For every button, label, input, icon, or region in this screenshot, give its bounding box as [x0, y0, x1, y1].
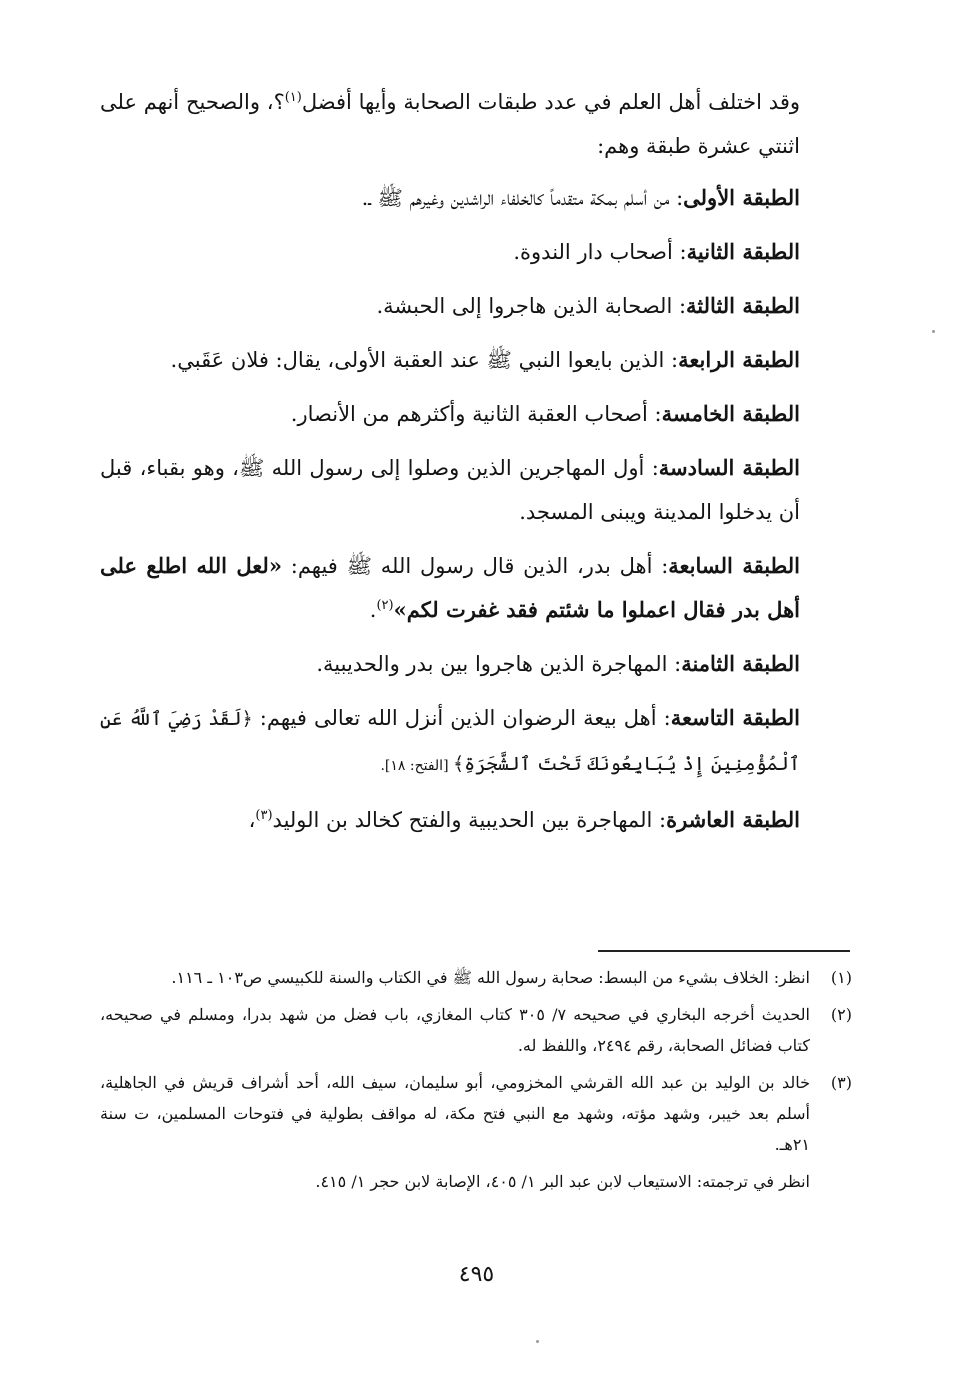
tier-3-text: : الصحابة الذين هاجروا إلى الحبشة.: [376, 294, 687, 318]
tier-7-text: : أهل بدر، الذين قال رسول الله ﷺ فيهم:: [281, 554, 669, 578]
footnote-text: خالد بن الوليد بن عبد الله القرشي المخزومي، أبو سليمان، سيف الله، أحد أشراف قريش في الجاهلية، أسلم بعد خيبر، وشهد مؤته، وشهد مع النبي فتح مكة، له مواقف بطولية في فتوحات المسلمين، ت سنة ٢١هـ.: [100, 1073, 810, 1154]
tier-10-label: الطبقة العاشرة: [666, 807, 800, 832]
footnote-3-continuation: انظر في ترجمته: الاستيعاب لابن عبد البر ١/ ٤٠٥، الإصابة لابن حجر ١/ ٤١٥.: [315, 1172, 810, 1191]
footnotes: [100, 962, 852, 1197]
tier-8-text: : المهاجرة الذين هاجروا بين بدر والحديبية.: [316, 652, 682, 676]
tier-6-paragraph: [100, 446, 800, 534]
footnote-ref-1[interactable]: (١): [284, 90, 302, 105]
tier-4-text: : الذين بايعوا النبي ﷺ عند العقبة الأولى، يقال: فلان عَقَبي.: [170, 348, 679, 372]
tier-1-paragraph: [100, 176, 800, 220]
tier-5-paragraph: [100, 392, 800, 436]
footnote-divider: [598, 950, 850, 952]
tier-8-label: الطبقة الثامنة: [681, 651, 800, 676]
tier-7-paragraph: [100, 544, 800, 632]
footnote-text: الحديث أخرجه البخاري في صحيحه ٧/ ٣٠٥ كتاب المغازي، باب فضل من شهد بدرا، ومسلم في صحيحه، كتاب فضائل الصحابة، رقم ٢٤٩٤، واللفظ له.: [100, 1005, 810, 1055]
tier-9-text: : أهل بيعة الرضوان الذين أنزل الله تعالى فيهم:: [252, 706, 671, 730]
tier-5-label: الطبقة الخامسة: [661, 401, 800, 426]
intro-text-end: ؟، والصحيح أنهم على اثنتي عشرة طبقة وهم:: [100, 90, 800, 158]
tier-2-label: الطبقة الثانية: [686, 239, 800, 264]
tier-4-paragraph: [100, 338, 800, 382]
tier-4-label: الطبقة الرابعة: [678, 347, 800, 372]
tier-2-text: : أصحاب دار الندوة.: [513, 240, 687, 264]
tier-9-paragraph: [100, 696, 800, 788]
tier-1-label: الطبقة الأولى: [683, 185, 800, 210]
tier-1-text: : من أسلم بمكة متقدماً كالخلفاء الراشدين وغيرهم ﷺ ـ.: [361, 186, 684, 210]
footnote-1: [100, 962, 852, 993]
tier-9-label: الطبقة التاسعة: [670, 705, 800, 730]
tier-10-paragraph: [100, 798, 800, 842]
quran-reference: [الفتح: ١٨].: [380, 758, 453, 774]
tier-3-paragraph: [100, 284, 800, 328]
tier-7-label: الطبقة السابعة: [668, 553, 801, 578]
footnote-2: [100, 999, 852, 1061]
tier-10-text-end: ،: [248, 808, 256, 832]
tier-8-paragraph: [100, 642, 800, 686]
quran-verse: ﴿لَقَدْ رَضِيَ ٱللَّهُ عَنِ ٱلْمُؤْمِنِينَ إِذْ يُبَايِعُونَكَ تَحْتَ ٱلشَّجَرَةِ﴾: [100, 708, 800, 775]
scan-speck: [932, 330, 935, 333]
page-number: ٤٩٥: [458, 1262, 495, 1287]
scan-speck: [536, 1340, 539, 1343]
intro-paragraph: [100, 80, 800, 168]
tier-6-text: : أول المهاجرين الذين وصلوا إلى رسول الله ﷺ، وهو بقباء، قبل أن يدخلوا المدينة ويبنى المسجد.: [100, 456, 800, 524]
tier-5-text: : أصحاب العقبة الثانية وأكثرهم من الأنصار.: [290, 402, 662, 426]
tier-7-text-end: .: [369, 598, 377, 622]
tier-3-label: الطبقة الثالثة: [686, 293, 800, 318]
tier-10-text: : المهاجرة بين الحديبية والفتح كخالد بن الوليد: [272, 808, 667, 832]
footnote-number: (٣): [830, 1073, 852, 1092]
intro-text: وقد اختلف أهل العلم في عدد طبقات الصحابة وأيها أفضل: [301, 90, 800, 114]
footnote-text: انظر: الخلاف بشيء من البسط: صحابة رسول الله ﷺ في الكتاب والسنة للكبيسي ص١٠٣ ـ ١١٦.: [171, 968, 810, 987]
tier-2-paragraph: [100, 230, 800, 274]
tier-6-label: الطبقة السادسة: [658, 455, 801, 480]
main-text: [100, 80, 800, 852]
footnote-3: [100, 1067, 852, 1160]
footnote-number: (٢): [830, 1005, 852, 1024]
footnote-ref-3[interactable]: (٣): [255, 808, 273, 823]
footnote-number: (١): [830, 968, 852, 987]
footnote-ref-2[interactable]: (٢): [376, 598, 394, 613]
hadith-quote: «لعل الله اطلع على أهل بدر فقال اعملوا ما شئتم فقد غفرت لكم»: [100, 553, 800, 622]
